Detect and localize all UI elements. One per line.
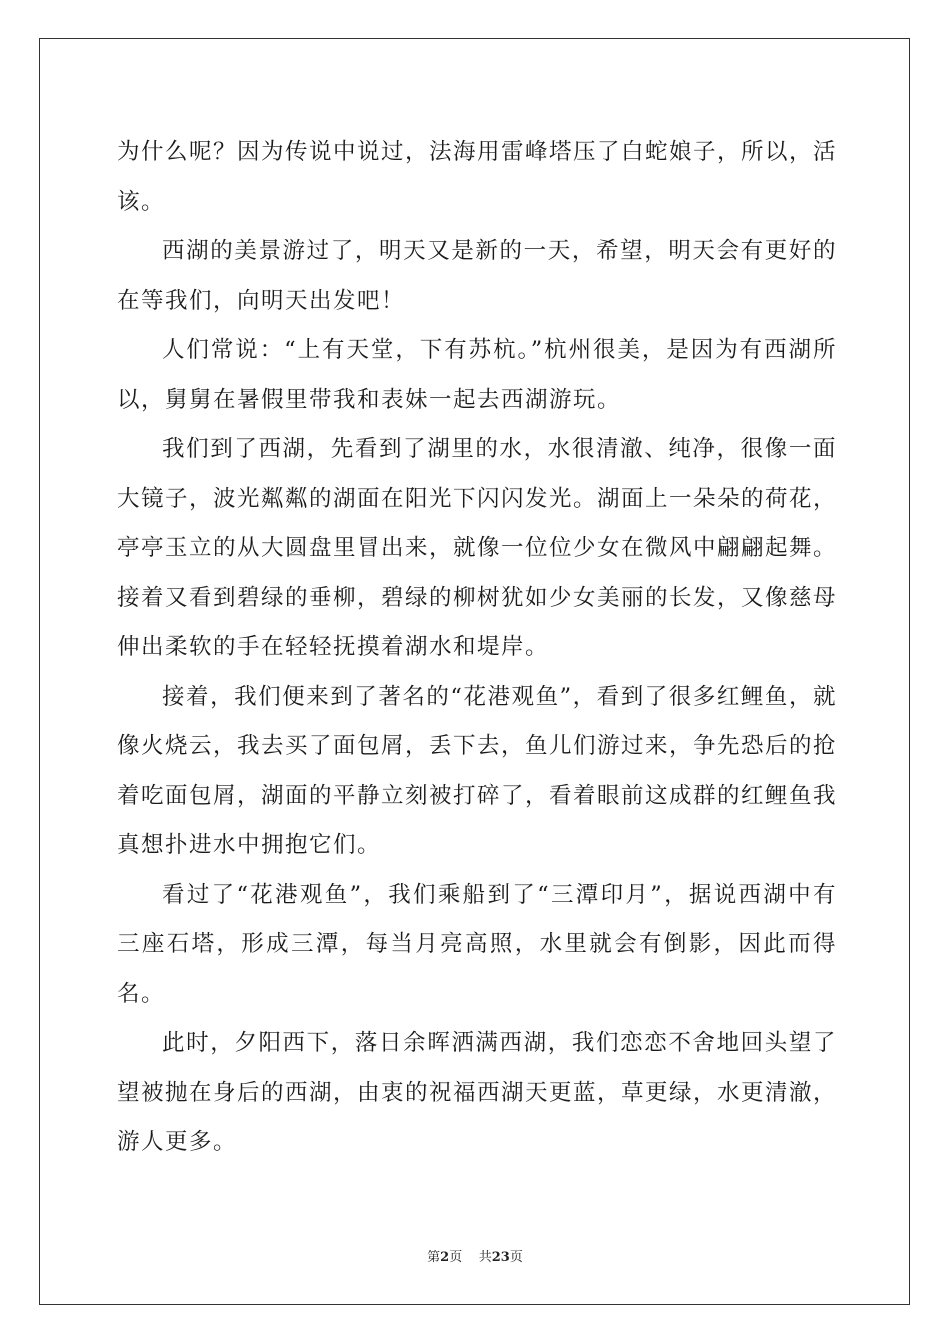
paragraph-6: 看过了“花港观鱼”，我们乘船到了“三潭印月”，据说西湖中有三座石塔，形成三潭，每当月亮高照，水里就会有倒影，因此而得名。 [117,881,837,1007]
paragraph-7: 此时，夕阳西下，落日余晖洒满西湖，我们恋恋不舍地回头望了望被抛在身后的西湖，由衷的祝福西湖天更蓝，草更绿，水更清澈，游人更多。 [117,1030,838,1155]
paragraph-3: 人们常说：“上有天堂，下有苏杭。”杭州很美，是因为有西湖所以，舅舅在暑假里带我和表妹一起去西湖游玩。 [117,337,837,413]
paragraph-1: 为什么呢？因为传说中说过，法海用雷峰塔压了白蛇娘子，所以，活该。 [117,139,838,215]
total-pages: 23 [491,1250,510,1265]
page-number: 2 [440,1250,450,1265]
page-prefix: 第 [427,1250,441,1265]
paragraph-2: 西湖的美景游过了，明天又是新的一天，希望，明天会有更好的在等我们，向明天出发吧！ [117,238,837,314]
total-suffix: 页 [509,1250,523,1265]
page-footer [0,1246,950,1265]
page-suffix: 页 [449,1250,463,1265]
paragraph-5: 接着，我们便来到了著名的“花港观鱼”，看到了很多红鲤鱼，就像火烧云，我去买了面包屑，丢下去，鱼儿们游过来，争先恐后的抢着吃面包屑，湖面的平静立刻被打碎了，看着眼前这成群的红鲤鱼我真想扑进水中拥抱它们。 [117,683,838,858]
document-body [117,128,837,1168]
paragraph-4: 我们到了西湖，先看到了湖里的水，水很清澈、纯净，很像一面大镜子，波光粼粼的湖面在阳光下闪闪发光。湖面上一朵朵的荷花，亭亭玉立的从大圆盘里冒出来，就像一位位少女在微风中翩翩起舞。接着又看到碧绿的垂柳，碧绿的柳树犹如少女美丽的长发，又像慈母伸出柔软的手在轻轻抚摸着湖水和堤岸。 [117,436,838,660]
total-prefix: 共 [478,1250,492,1265]
